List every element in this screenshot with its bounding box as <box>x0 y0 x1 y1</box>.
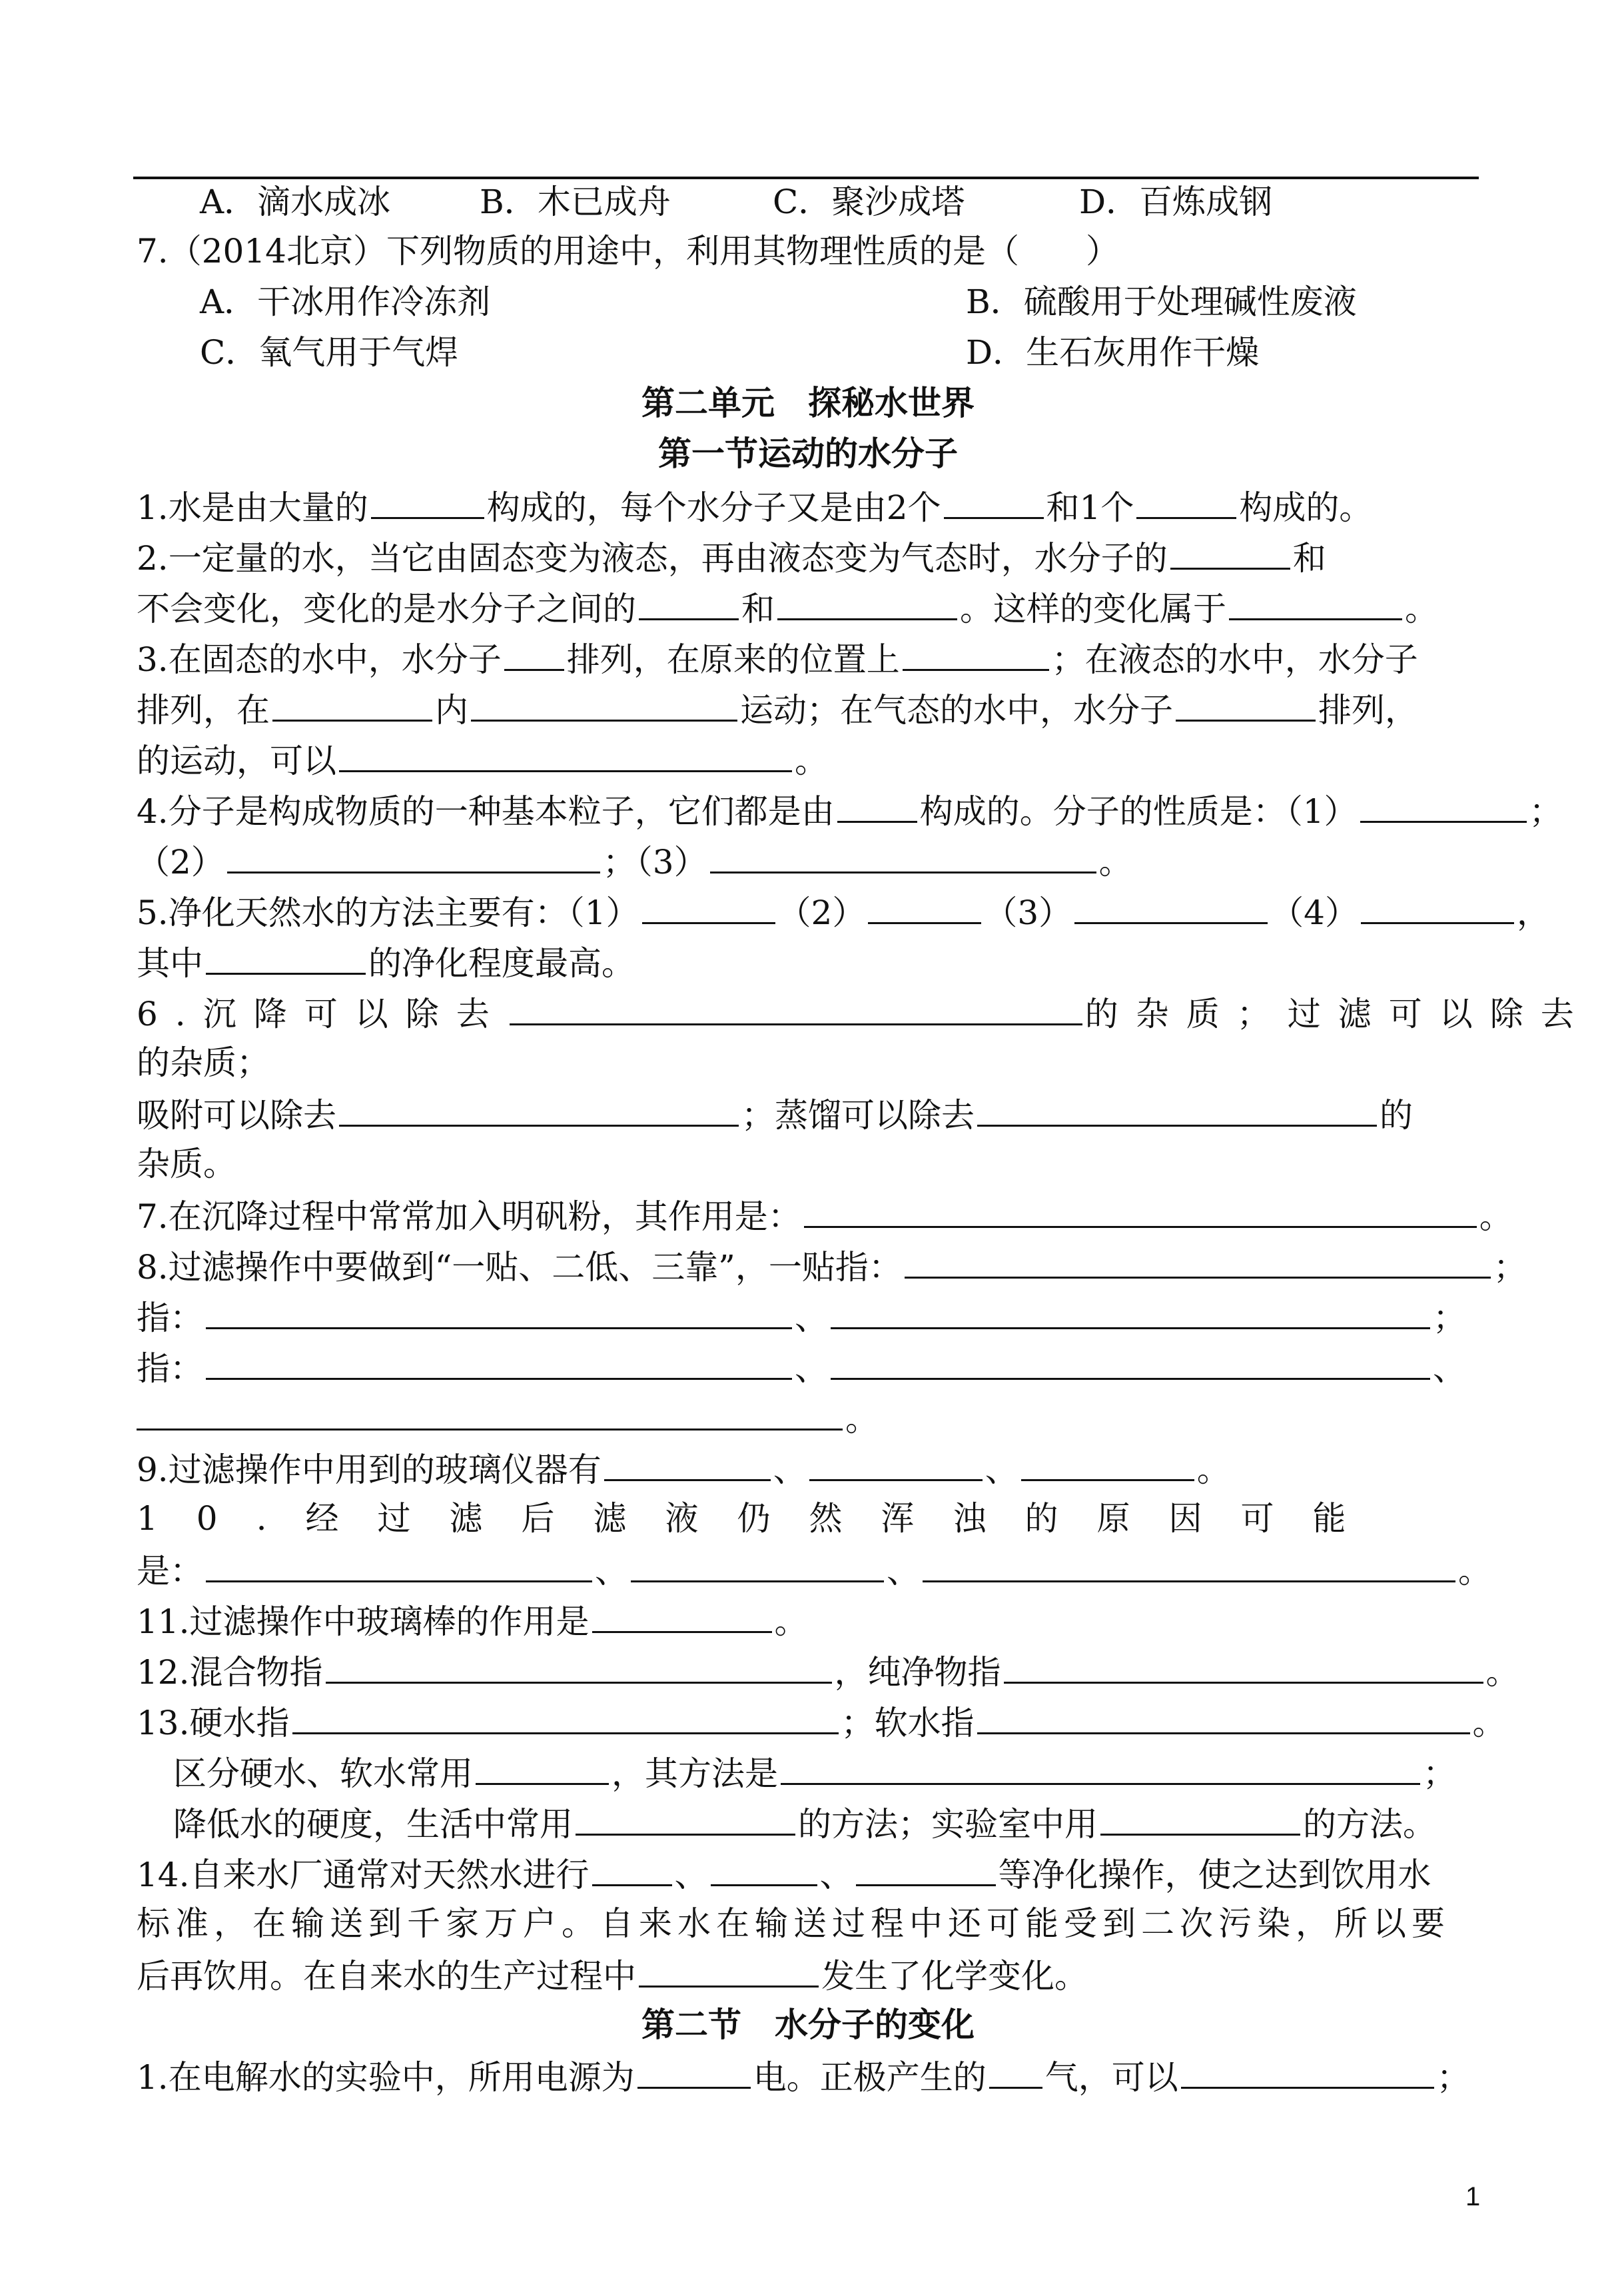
blank[interactable] <box>777 584 957 620</box>
q13-line-2: 区分硬水、软水常用 ，其方法是 ； <box>173 1748 1519 1798</box>
blank[interactable] <box>831 1293 1430 1329</box>
blank[interactable] <box>781 1748 1420 1785</box>
q8-line-4: 。 <box>137 1394 1482 1443</box>
blank[interactable] <box>831 1343 1430 1380</box>
q9-line: 9.过滤操作中用到的玻璃仪器有 、 、 。 <box>137 1444 1482 1494</box>
blank[interactable] <box>809 1444 983 1481</box>
q1-line: 1.水是由大量的 构成的，每个水分子又是由2个 和1个 构成的。 <box>137 482 1482 532</box>
section-title: 第二节 水分子的变化 <box>641 2005 975 2044</box>
blank[interactable] <box>977 1090 1377 1127</box>
q8-line-3: 指： 、 、 <box>137 1343 1482 1393</box>
blank[interactable] <box>292 1698 839 1734</box>
blank[interactable] <box>905 1242 1491 1279</box>
q6-line-1: 6.沉降可以除去 的杂质；过滤可以除去 <box>137 989 1482 1038</box>
q10-line-1: 10.经过滤后滤液仍然浑浊的原因可能 <box>137 1499 1385 1538</box>
blank[interactable] <box>856 1850 996 1886</box>
blank[interactable] <box>576 1799 795 1836</box>
q7-options-line-1 <box>200 279 1545 328</box>
q6-line-4: 杂质。 <box>137 1145 236 1183</box>
q7-stem: 7.（2014北京）下列物质的用途中，利用其物理性质的是（ ） <box>137 232 1119 271</box>
blank[interactable] <box>1100 1799 1300 1836</box>
blank[interactable] <box>804 1191 1477 1228</box>
option-a: A．干冰用作冷冻剂 <box>200 283 491 321</box>
blank[interactable] <box>339 736 792 772</box>
q11-line: 11.过滤操作中玻璃棒的作用是 。 <box>137 1596 1482 1646</box>
blank[interactable] <box>371 482 484 519</box>
blank[interactable] <box>206 1546 592 1582</box>
q7-options-line-2 <box>200 329 1545 378</box>
option-a: A．滴水成冰 <box>200 183 391 221</box>
blank[interactable] <box>1074 887 1268 924</box>
q5-line-2: 其中 的净化程度最高。 <box>137 938 1482 987</box>
blank[interactable] <box>137 1394 843 1431</box>
blank[interactable] <box>1360 786 1527 823</box>
q5-line-1: 5.净化天然水的方法主要有：（1） （2） （3） （4） ， <box>137 887 1482 937</box>
blank[interactable] <box>1004 1647 1483 1684</box>
option-d: D．百炼成钢 <box>1079 183 1273 221</box>
blank[interactable] <box>476 1748 609 1785</box>
option-c: C．聚沙成塔 <box>773 183 965 221</box>
blank[interactable] <box>604 1444 771 1481</box>
blank[interactable] <box>710 837 1096 873</box>
q4-line-1: 4.分子是构成物质的一种基本粒子，它们都是由 构成的。分子的性质是：（1） ； <box>137 786 1482 836</box>
unit-title: 第二单元 探秘水世界 <box>641 383 975 422</box>
blank[interactable] <box>1170 533 1290 570</box>
blank[interactable] <box>504 634 564 671</box>
blank[interactable] <box>206 1343 792 1380</box>
blank[interactable] <box>977 1698 1470 1734</box>
q2-line-2: 不会变化，变化的是水分子之间的 和 。这样的变化属于 。 <box>137 584 1482 633</box>
blank[interactable] <box>642 887 775 924</box>
blank[interactable] <box>837 786 917 823</box>
blank[interactable] <box>639 1951 819 1988</box>
q6-line-2: 的杂质； <box>137 1043 270 1082</box>
blank[interactable] <box>1361 887 1514 924</box>
q13-line-1: 13.硬水指 ；软水指 。 <box>137 1698 1482 1747</box>
q3-line-3: 的运动，可以 。 <box>137 736 1482 785</box>
blank[interactable] <box>1229 584 1402 620</box>
option-c: C．氧气用于气焊 <box>200 333 459 372</box>
section-title: 第一节运动的水分子 <box>658 434 958 473</box>
blank[interactable] <box>868 887 981 924</box>
blank[interactable] <box>206 1293 792 1329</box>
blank[interactable] <box>227 837 600 873</box>
blank[interactable] <box>592 1596 772 1633</box>
blank[interactable] <box>1021 1444 1194 1481</box>
q10-line-2: 是： 、 、 。 <box>137 1546 1482 1595</box>
blank[interactable] <box>326 1647 832 1684</box>
q13-line-3: 降低水的硬度，生活中常用 的方法；实验室中用 的方法。 <box>173 1799 1519 1848</box>
blank[interactable] <box>631 1546 884 1582</box>
blank[interactable] <box>1136 482 1236 519</box>
option-b: B．木已成舟 <box>480 183 671 221</box>
q14-line-1: 14.自来水厂通常对天然水进行 、 、 等净化操作，使之达到饮用水 <box>137 1850 1482 1899</box>
option-b: B．硫酸用于处理碱性废液 <box>966 283 1357 321</box>
q8-line-1: 8.过滤操作中要做到“一贴、二低、三靠”，一贴指： ； <box>137 1242 1482 1291</box>
blank[interactable] <box>592 1850 672 1886</box>
q7-line: 7.在沉降过程中常常加入明矾粉，其作用是： 。 <box>137 1191 1482 1241</box>
blank[interactable] <box>989 2052 1042 2089</box>
q2-line-1: 2.一定量的水，当它由固态变为液态，再由液态变为气态时，水分子的 和 <box>137 533 1482 582</box>
q14-line-2: 标准，在输送到千家万户。自来水在输送过程中还可能受到二次污染，所以要 <box>137 1904 1450 1943</box>
blank[interactable] <box>206 938 366 975</box>
q3-line-2: 排列，在 内 运动；在气态的水中，水分子 排列， <box>137 685 1482 734</box>
q4-line-2: （2） ；（3） 。 <box>137 837 1482 886</box>
s2-q1-line: 1.在电解水的实验中，所用电源为 电。正极产生的 气，可以 ； <box>137 2052 1482 2101</box>
blank[interactable] <box>339 1090 739 1127</box>
blank[interactable] <box>639 584 739 620</box>
blank[interactable] <box>923 1546 1455 1582</box>
blank[interactable] <box>272 685 432 722</box>
blank[interactable] <box>711 1850 817 1886</box>
q8-line-2: 指： 、 ； <box>137 1293 1482 1342</box>
page-number: 1 <box>1465 2182 1481 2211</box>
blank[interactable] <box>903 634 1049 671</box>
blank[interactable] <box>471 685 737 722</box>
blank[interactable] <box>1181 2052 1434 2089</box>
option-d: D．生石灰用作干燥 <box>966 333 1260 372</box>
q6-line-3: 吸附可以除去 ；蒸馏可以除去 的 <box>137 1090 1482 1139</box>
q14-line-3: 后再饮用。在自来水的生产过程中 发生了化学变化。 <box>137 1951 1482 2000</box>
q3-line-1: 3.在固态的水中，水分子 排列，在原来的位置上 ；在液态的水中，水分子 <box>137 634 1482 684</box>
q6-options-line <box>200 179 1545 228</box>
blank[interactable] <box>510 989 1082 1025</box>
blank[interactable] <box>944 482 1044 519</box>
blank[interactable] <box>637 2052 751 2089</box>
blank[interactable] <box>1176 685 1316 722</box>
q12-line: 12.混合物指 ，纯净物指 。 <box>137 1647 1482 1696</box>
